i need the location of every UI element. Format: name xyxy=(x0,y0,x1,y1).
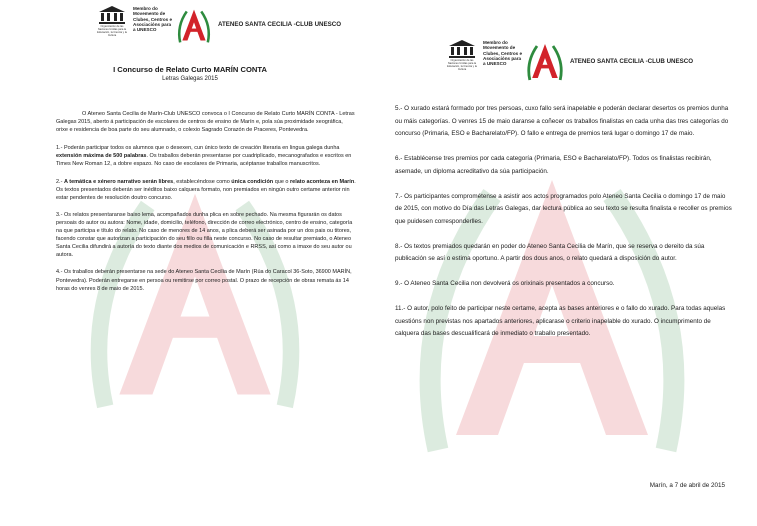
ateneo-logo-icon-right xyxy=(525,40,565,84)
right-body xyxy=(395,103,733,353)
member-label: Membro do Movemento de Clubes, Centros e Asociacións para a UNESCO xyxy=(133,6,173,33)
left-body xyxy=(56,110,356,302)
rule-1-rest: . Os traballos deberán presentarse por cuadriplicado, mecanografados e escritos en Times New Roman 12, a dobre espazo. No caso de escolares de Primaria, acéptanse traballos manuscritos. xyxy=(56,153,352,168)
rule-2-prefix: 2.- xyxy=(56,178,64,185)
unesco-temple-icon xyxy=(449,40,475,58)
ateneo-logo-icon xyxy=(175,6,213,46)
rule-2-bold-a: A temática e xénero narrativo serán libres xyxy=(63,178,174,185)
org-name-right: ATENEO SANTA CECILIA -CLUB UNESCO xyxy=(570,58,694,65)
rule-2-bold-e: relato aconteza en Marín xyxy=(290,178,355,185)
rule-3: 3.- Os relatos presentaranse baixo lema, acompañados dunha plica en sobre pechado. Na mesma figurarán os datos persoais do autor ou autora: Nome, idade, domicilio, teléfono, dirección de correo electrónico, centro de ensino, categoría na que participa e título do relato. No caso de menores de 14 anos, a plica deberá ser asinada por un dos pais ou titores, facendo constar que autorizan a participación do seu fillo ou filla neste concurso. No caso de resultar premiado, o Ateneo Santa Cecilia difundirá a autoría do texto diante dos medios de comunicación e RRSS, así como a imaxe do seu autor ou autora. xyxy=(56,211,353,259)
rule-5: 5.- O xurado estará formado por tres persoas, cuxo fallo será inapelable e poderán declarar desertos os premios dunha ou máis categorías. O venres 15 de maio daranse a coñecer os traballos finalistas en cada unha das tres categorías do concurso (Primaria, ESO e Bacharelato/FP). O fallo e entrega de premios terá lugar o domingo 17 de maio. xyxy=(395,105,729,137)
rule-6: 6.- Establécense tres premios por cada categoría (Primaria, ESO e Bacharelato/FP). Todos os finalistas recibirán, asemade, un diploma acreditativo da súa participación. xyxy=(395,155,712,175)
rule-8: 8.- Os textos premiados quedarán en poder do Ateneo Santa Cecilia de Marín, que se reserva o dereito da súa publicación se así o estima oportuno. A partir dos dous anos, o relato quedará a disposición do autor. xyxy=(395,242,705,262)
org-name: ATENEO SANTA CECILIA -CLUB UNESCO xyxy=(218,21,342,28)
unesco-caption: Organización de las Naciones Unidas para la Educación, la Ciencia y la Cultura xyxy=(97,25,127,37)
rule-2-text-b: , establecéndose como xyxy=(173,178,232,185)
contest-title: I Concurso de Relato Curto MARÍN CONTA xyxy=(113,65,267,74)
rule-4: 4.- Os traballos deberán presentarse na sede do Ateneo Santa Cecilia de Marín (Rúa do Caracol 36-Soto, 36900 MARÍN, Pontevedra). Poderán entregarse en persoa ou remitirse por correo postal. O prazo de recepción de obras remata ás 14 horas do venres 8 de maio de 2015. xyxy=(56,269,352,292)
member-label-right: Membro do Movemento de Clubes, Centros e Asociacións para a UNESCO xyxy=(483,40,523,67)
unesco-caption-right: Organización de las Naciones Unidas para la Educación, la Ciencia y la Cultura xyxy=(447,59,477,71)
unesco-temple-icon xyxy=(99,6,125,24)
unesco-logo-right xyxy=(445,40,479,71)
rule-2 xyxy=(56,178,356,202)
rule-1-text: 1.- Poderán participar todos os alumnos que o desexen, cun único texto de creación literaria en lingua galega dunha xyxy=(56,145,340,152)
signature-date: Marín, a 7 de abril de 2015 xyxy=(649,482,725,489)
rule-2-text-f: . Os textos presentados deberán ser inéditos baixo calquera formato, non premiados en ningún outro certame anterior nin estar pendentes de resolución doutro concurso. xyxy=(56,178,356,201)
rule-1 xyxy=(56,144,356,168)
intro-paragraph: O Ateneo Santa Cecilia de Marín-Club UNESCO convoca o I Concurso de Relato Curto MARÍN CONTA - Letras Galegas 2015, aberto á participación de escolares de centros de ensino de Marín e, pola súa proximidade xeográfica, orixe e residencia de boa parte do seu alumnado, o colexio Sagrado Corazón de Praceres, Pontevedra. xyxy=(56,111,355,134)
contest-subtitle: Letras Galegas 2015 xyxy=(162,76,218,82)
right-header xyxy=(445,40,693,84)
rule-2-text-d: que o xyxy=(273,178,290,185)
rule-11: 11.- O autor, polo feito de participar neste certame, acepta as bases anteriores e o fallo do xurado. Para todas aquelas cuestións non previstas nos apartados anteriores, aplicarase o criterio inapelable do xurado. O incumprimento de calquera das bases descualificará de inmediato o traballo presentado. xyxy=(395,305,726,337)
unesco-logo xyxy=(95,6,129,37)
rule-1-bold: extensión máxima de 500 palabras xyxy=(56,153,147,160)
rule-7: 7.- Os participantes comprométense a asistir aos actos programados polo Ateneo Santa Cecilia o domingo 17 de maio de 2015, con motivo do Día das Letras Galegas, dar lectura pública ao seu texto se resulta finalista e recoller os premios que puidesen corresponderlles. xyxy=(395,192,732,225)
left-header xyxy=(95,6,341,46)
rule-9: 9.- O Ateneo Santa Cecilia non devolverá os orixinais presentados a concurso. xyxy=(395,280,615,287)
rule-2-bold-c: única condición xyxy=(231,178,274,185)
